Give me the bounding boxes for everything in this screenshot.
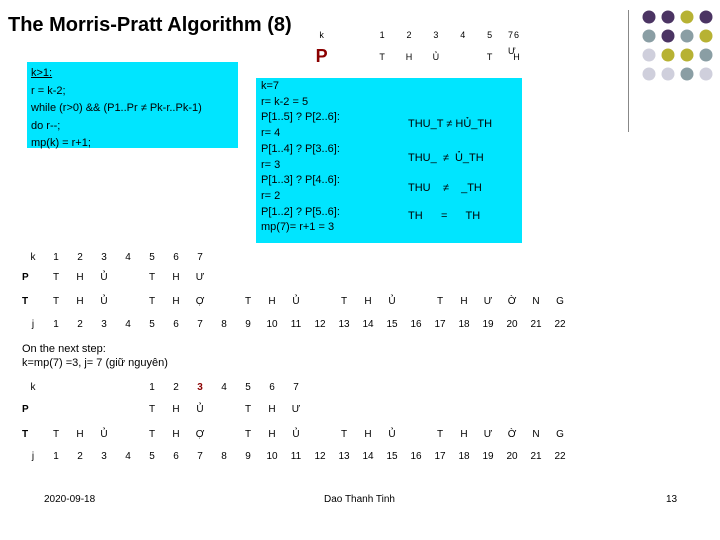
j-cell: 1 — [53, 450, 59, 462]
t-cell: Ủ — [292, 428, 300, 440]
decorative-dots — [640, 8, 720, 88]
box-line: mp(k) = r+1; — [31, 137, 91, 149]
k-cell: 6 — [514, 30, 520, 40]
page-title: The Morris-Pratt Algorithm (8) — [8, 14, 292, 36]
p-label: P — [315, 46, 328, 66]
j-cell: 18 — [458, 450, 470, 462]
t-cell: Ư — [483, 428, 493, 440]
t-cell: T — [436, 295, 444, 307]
t-cell: T — [244, 295, 252, 307]
p-cell: T — [52, 271, 60, 283]
t-cell: H — [460, 295, 468, 307]
k-cell: 5 — [245, 381, 251, 393]
p-cell: H — [172, 403, 180, 415]
j-cell: 14 — [362, 318, 374, 330]
t-label: T — [22, 295, 29, 307]
box-line: r = k-2; — [31, 84, 66, 97]
k-cell: 5 — [149, 251, 155, 263]
t-cell: T — [148, 295, 156, 307]
next-step-detail: k=mp(7) =3, j= 7 (giữ nguyên) — [22, 357, 168, 369]
t-cell: H — [76, 428, 84, 440]
t-cell — [404, 422, 428, 446]
p-cell: H — [513, 51, 520, 62]
j-cell: 9 — [245, 450, 251, 462]
box-line: r= 4 — [261, 127, 281, 140]
j-cell: 5 — [149, 318, 155, 330]
t-cell: N — [532, 295, 540, 307]
p-cell: Ủ — [100, 271, 108, 283]
j-cell: 15 — [386, 450, 398, 462]
j-cell: 1 — [53, 318, 59, 330]
p-cell: T — [148, 271, 156, 283]
box-line: P[1..2] ? P[5..6]: — [261, 205, 340, 218]
footer-date: 2020-09-18 — [44, 494, 96, 505]
k-cell: 4 — [221, 381, 227, 393]
t-cell — [308, 288, 332, 314]
j-cell: 11 — [290, 450, 302, 462]
j-cell: 22 — [554, 318, 566, 330]
next-step-heading: On the next step: — [22, 343, 106, 355]
t-cell: T — [244, 428, 252, 440]
p-cell: H — [76, 271, 84, 283]
j-label: j — [31, 450, 35, 462]
j-cell: 15 — [386, 318, 398, 330]
k-cell: 6 — [269, 381, 275, 393]
j-cell: 6 — [173, 450, 179, 462]
p-cell — [449, 46, 476, 67]
matching-table-1 — [22, 248, 572, 334]
j-cell: 12 — [314, 318, 326, 330]
j-cell: 3 — [101, 450, 107, 462]
j-cell: 21 — [530, 318, 542, 330]
t-cell: H — [268, 428, 276, 440]
p-cell: T — [486, 51, 493, 62]
computation-box — [256, 78, 522, 243]
box-line: P[1..4] ? P[3..6]: — [261, 142, 340, 155]
t-cell: Ủ — [292, 295, 300, 307]
j-label: j — [31, 318, 35, 330]
j-cell: 7 — [197, 318, 203, 330]
j-cell: 14 — [362, 450, 374, 462]
k-label: k — [30, 251, 36, 263]
j-cell: 2 — [77, 450, 83, 462]
t-cell: Ờ — [507, 295, 517, 307]
t-cell: Ợ — [195, 428, 205, 440]
p-cell: H — [172, 271, 180, 283]
k-cell: 7 — [508, 30, 514, 40]
j-cell: 4 — [125, 318, 131, 330]
t-cell: Ủ — [100, 428, 108, 440]
box-line: while (r>0) && (P1..Pr ≠ Pk-r..Pk-1) — [31, 102, 202, 114]
j-cell: 2 — [77, 318, 83, 330]
k-cell: 3 — [433, 30, 439, 40]
t-cell: G — [556, 428, 564, 440]
j-cell: 17 — [434, 450, 446, 462]
p-cell: Ư — [508, 46, 516, 56]
j-cell: 19 — [482, 318, 494, 330]
comparison-2: THU_ ≠ Ủ_TH — [408, 152, 484, 164]
p-label: P — [22, 271, 29, 283]
box-line: P[1..3] ? P[4..6]: — [261, 174, 340, 187]
t-cell: Ờ — [507, 428, 517, 440]
j-cell: 18 — [458, 318, 470, 330]
j-cell: 22 — [554, 450, 566, 462]
j-cell: 13 — [338, 318, 350, 330]
divider-line — [628, 10, 629, 132]
k-cell: 7 — [197, 251, 203, 263]
k-cell: 7 — [293, 381, 299, 393]
j-cell: 20 — [506, 450, 518, 462]
t-cell: T — [148, 428, 156, 440]
k-cell-highlight: 3 — [197, 381, 203, 393]
p-cell: H — [268, 403, 276, 415]
t-cell: H — [172, 428, 180, 440]
j-cell: 9 — [245, 318, 251, 330]
page-number: 13 — [666, 494, 678, 505]
j-cell: 4 — [125, 450, 131, 462]
k-cell: 4 — [125, 251, 131, 263]
t-cell: T — [52, 295, 60, 307]
t-cell: Ủ — [388, 428, 396, 440]
p-label: P — [22, 403, 29, 415]
t-cell: Ủ — [100, 295, 108, 307]
t-cell — [308, 422, 332, 446]
comparison-1: THU_T ≠ HỦ_TH — [408, 118, 493, 130]
p-cell: T — [244, 403, 252, 415]
box-line: P[1..5] ? P[2..6]: — [261, 111, 340, 124]
t-cell: T — [340, 295, 348, 307]
t-cell: N — [532, 428, 540, 440]
box-line: do r--; — [31, 119, 61, 132]
j-cell: 16 — [410, 318, 422, 330]
j-cell: 17 — [434, 318, 446, 330]
t-cell: H — [364, 295, 372, 307]
t-cell: T — [52, 428, 60, 440]
j-cell: 10 — [266, 450, 278, 462]
k-cell: 1 — [379, 30, 385, 40]
algorithm-box — [27, 62, 238, 148]
j-cell: 8 — [221, 450, 227, 462]
t-cell: T — [436, 428, 444, 440]
t-cell: H — [460, 428, 468, 440]
matching-table-2 — [22, 378, 572, 466]
p-cell: H — [405, 51, 413, 62]
t-cell: H — [76, 295, 84, 307]
k-cell: 6 — [173, 251, 179, 263]
k-label: k — [319, 30, 324, 40]
box-line: r= k-2 = 5 — [261, 95, 309, 108]
t-label: T — [22, 428, 29, 440]
p-cell: T — [379, 51, 385, 62]
j-cell: 20 — [506, 318, 518, 330]
k-cell: 1 — [53, 251, 59, 263]
k-cell: 1 — [149, 381, 155, 393]
k-label: k — [30, 381, 36, 393]
t-cell — [212, 422, 236, 446]
t-cell: H — [364, 428, 372, 440]
footer-author: Dao Thanh Tinh — [324, 494, 395, 505]
box-line: k>1: — [31, 67, 53, 79]
p-cell — [116, 266, 140, 288]
t-cell — [116, 422, 140, 446]
t-cell: G — [556, 295, 564, 307]
comparison-3: THU ≠ _TH — [408, 182, 482, 194]
k-cell: 3 — [101, 251, 107, 263]
j-cell: 5 — [149, 450, 155, 462]
k-cell: 4 — [460, 30, 466, 40]
box-line: r= 3 — [261, 158, 281, 171]
t-cell: H — [172, 295, 180, 307]
box-line: r= 2 — [261, 189, 281, 202]
p-cell: Ủ — [432, 51, 440, 62]
k-cell: 2 — [173, 381, 179, 393]
t-cell: T — [340, 428, 348, 440]
t-cell — [404, 288, 428, 314]
j-cell: 8 — [221, 318, 227, 330]
j-cell: 13 — [338, 450, 350, 462]
box-line: k=7 — [261, 80, 280, 92]
j-cell: 10 — [266, 318, 278, 330]
j-cell: 21 — [530, 450, 542, 462]
t-cell — [116, 288, 140, 314]
t-cell: H — [268, 295, 276, 307]
k-cell: 2 — [406, 30, 412, 40]
top-pattern-table — [306, 24, 530, 67]
j-cell: 3 — [101, 318, 107, 330]
p-cell: Ư — [291, 403, 301, 415]
p-cell: T — [148, 403, 156, 415]
j-cell: 7 — [197, 450, 203, 462]
j-cell: 19 — [482, 450, 494, 462]
p-cell: Ư — [195, 271, 205, 283]
j-cell: 12 — [314, 450, 326, 462]
t-cell: Ủ — [388, 295, 396, 307]
j-cell: 6 — [173, 318, 179, 330]
j-cell: 11 — [290, 318, 302, 330]
k-cell: 2 — [77, 251, 83, 263]
t-cell — [212, 288, 236, 314]
k-cell: 5 — [487, 30, 493, 40]
j-cell: 16 — [410, 450, 422, 462]
t-cell: Ư — [483, 295, 493, 307]
p-cell: Ủ — [196, 403, 204, 415]
p-cell — [212, 396, 236, 422]
t-cell: Ợ — [195, 295, 205, 307]
box-line: mp(7)= r+1 = 3 — [261, 221, 335, 234]
comparison-4: TH = TH — [408, 210, 481, 222]
